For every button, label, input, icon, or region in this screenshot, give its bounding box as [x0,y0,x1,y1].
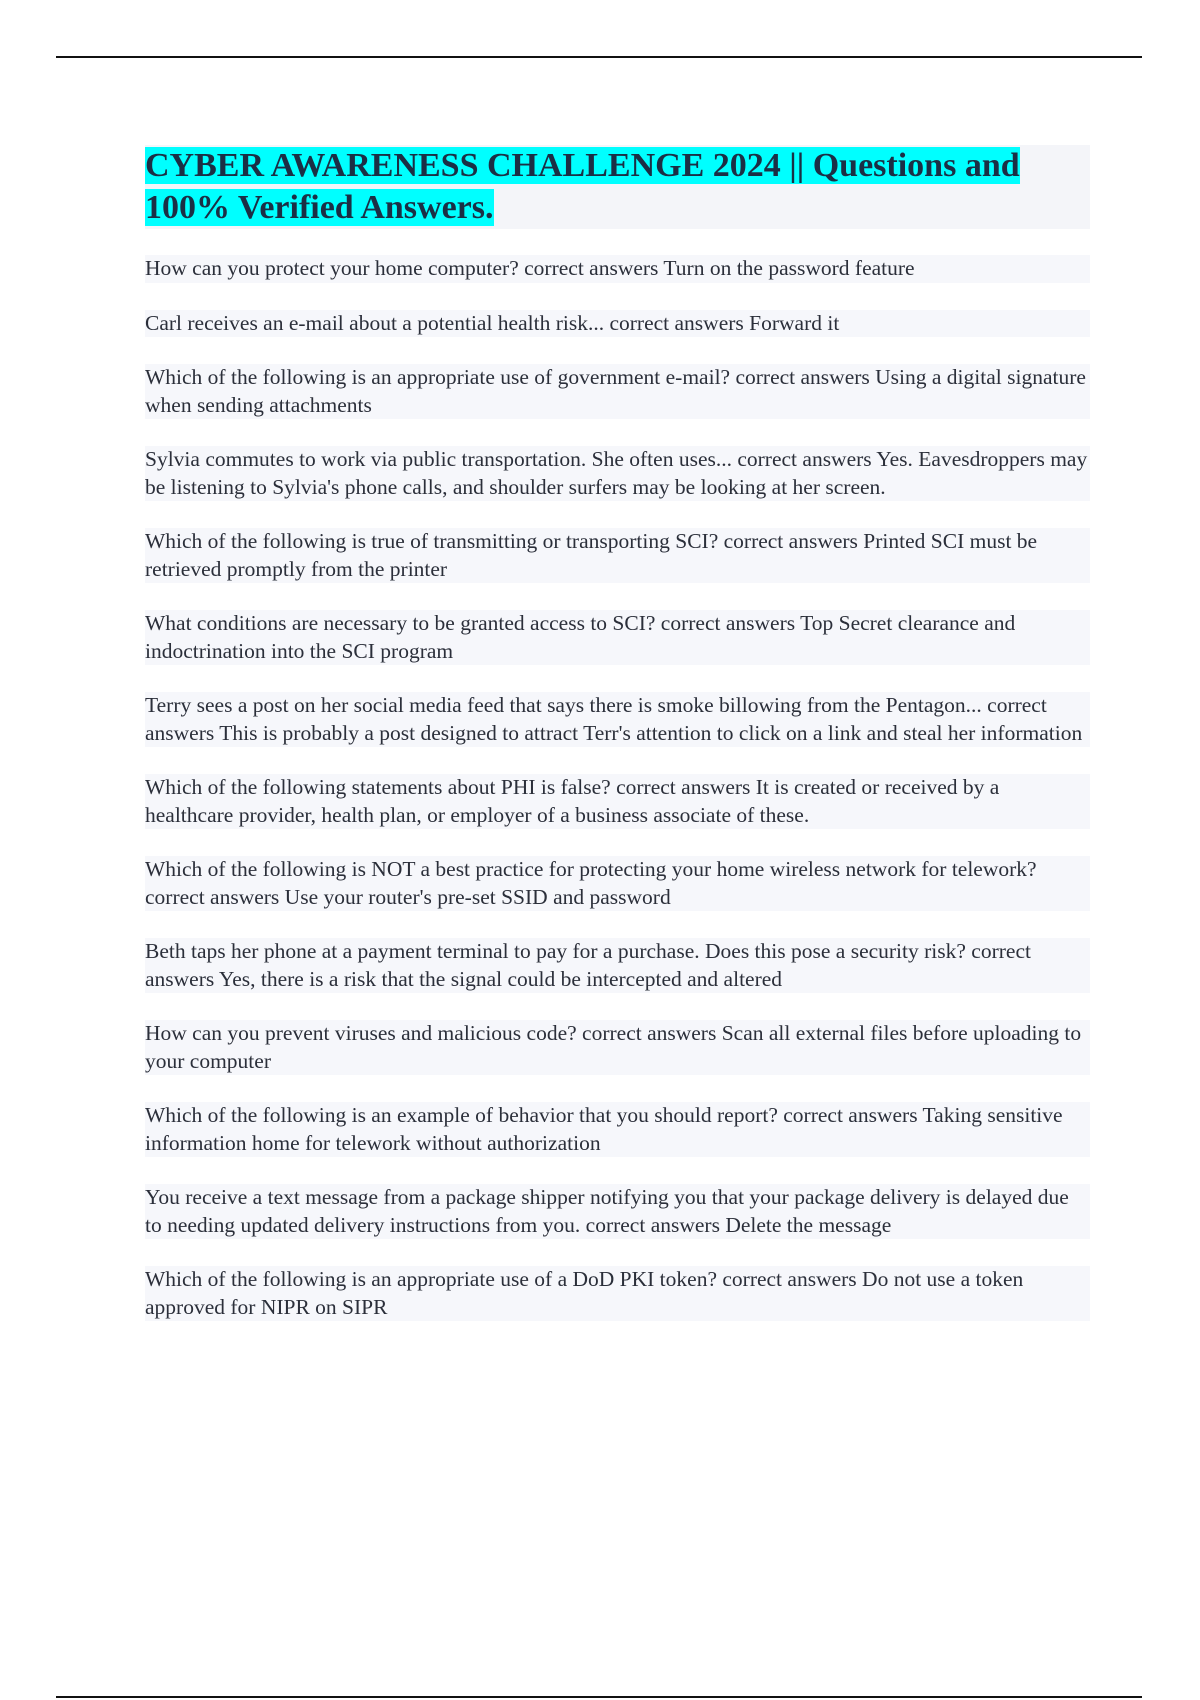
qa-item: Carl receives an e-mail about a potential health risk... correct answers Forward it [145,310,1090,338]
qa-item: Sylvia commutes to work via public transportation. She often uses... correct answers Yes. Eavesdroppers may be listening to Sylvia's phone calls, and shoulder surfers may be looking at her screen. [145,446,1090,501]
document-title [145,145,1090,229]
document-body [145,145,1090,1348]
top-divider [56,56,1142,58]
qa-item: Which of the following is an appropriate use of government e-mail? correct answers Using a digital signature when sending attachments [145,364,1090,419]
qa-item: What conditions are necessary to be granted access to SCI? correct answers Top Secret clearance and indoctrination into the SCI program [145,610,1090,665]
qa-item: Terry sees a post on her social media feed that says there is smoke billowing from the Pentagon... correct answers This is probably a post designed to attract Terr's attention to click on a link and steal her information [145,692,1090,747]
qa-item: Which of the following is true of transmitting or transporting SCI? correct answers Printed SCI must be retrieved promptly from the printer [145,528,1090,583]
qa-item: Which of the following is an appropriate use of a DoD PKI token? correct answers Do not use a token approved for NIPR on SIPR [145,1266,1090,1321]
document-title-text: CYBER AWARENESS CHALLENGE 2024 || Questions and 100% Verified Answers. [145,147,1020,226]
qa-item: Which of the following statements about PHI is false? correct answers It is created or received by a healthcare provider, health plan, or employer of a business associate of these. [145,774,1090,829]
qa-item: Which of the following is an example of behavior that you should report? correct answers Taking sensitive information home for telework without authorization [145,1102,1090,1157]
title-block [145,145,1090,229]
qa-item: Beth taps her phone at a payment terminal to pay for a purchase. Does this pose a security risk? correct answers Yes, there is a risk that the signal could be intercepted and altered [145,938,1090,993]
qa-item: How can you prevent viruses and malicious code? correct answers Scan all external files before uploading to your computer [145,1020,1090,1075]
qa-item: You receive a text message from a package shipper notifying you that your package delivery is delayed due to needing updated delivery instructions from you. correct answers Delete the message [145,1184,1090,1239]
bottom-divider [56,1696,1142,1698]
qa-item: Which of the following is NOT a best practice for protecting your home wireless network for telework? correct answers Use your router's pre-set SSID and password [145,856,1090,911]
qa-list [145,255,1090,1321]
qa-item: How can you protect your home computer? correct answers Turn on the password feature [145,255,1090,283]
